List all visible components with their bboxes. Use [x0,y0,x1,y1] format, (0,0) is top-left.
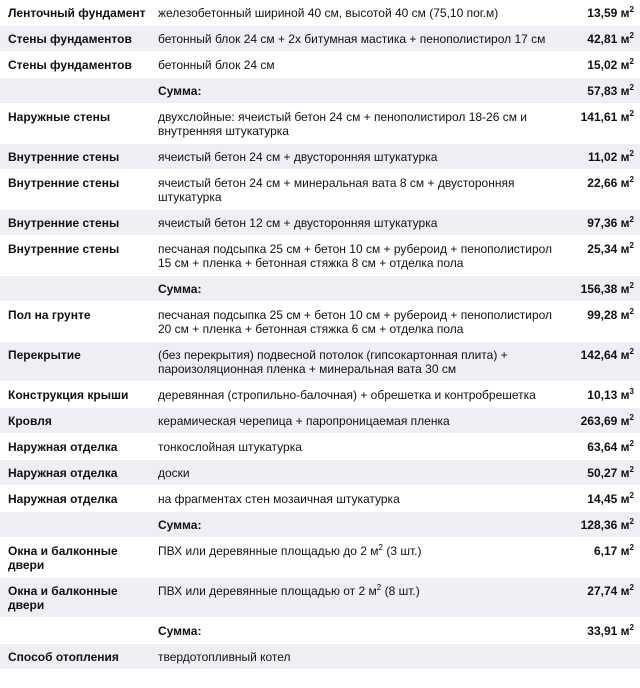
area-unit-exponent: 2 [629,83,634,92]
area-cell [566,144,640,170]
description-cell: бетонный блок 24 см + 2x битумная мастика + пенополистирол 17 см [150,26,566,52]
area-value: 33,91 [587,624,618,638]
element-name-cell: Кровля [0,408,150,434]
spec-row [0,382,640,408]
element-name-cell: Наружная отделка [0,486,150,512]
area-unit-exponent: 2 [629,439,634,448]
description-count: (3 шт.) [383,544,422,558]
element-name-cell: Перекрытие [0,342,150,382]
area-unit-exponent: 2 [629,517,634,526]
area-value: 263,69 [580,414,618,428]
area-unit: м [620,176,630,190]
area-cell [566,342,640,382]
area-value: 97,36 [587,216,618,230]
area-cell [566,210,640,236]
area-unit-exponent: 2 [629,241,634,250]
unit-exponent: 2 [378,543,383,552]
area-cell [566,236,640,276]
area-unit-exponent: 2 [629,347,634,356]
description-cell: керамическая черепица + паропроницаемая пленка [150,408,566,434]
element-name-cell: Конструкция крыши [0,382,150,408]
sum-area-cell [566,618,640,644]
area-cell [566,26,640,52]
description-cell: (без перекрытия) подвесной потолок (гипсокартонная плита) + пароизоляционная пленка + минеральная вата 30 см [150,342,566,382]
area-unit-exponent: 2 [629,31,634,40]
sum-area-cell [566,78,640,104]
area-unit-exponent: 3 [629,387,634,396]
unit-exponent: 2 [376,583,382,592]
area-unit-exponent: 2 [629,413,634,422]
area-unit: м [620,282,630,296]
area-unit-exponent: 2 [629,281,634,290]
area-cell [566,408,640,434]
element-name-cell: Наружная отделка [0,434,150,460]
area-unit: м [620,216,630,230]
area-unit: м [620,584,630,598]
area-cell [566,302,640,342]
element-name-cell [0,276,150,302]
spec-row [0,644,640,670]
element-name-cell: Пол на грунте [0,302,150,342]
element-name-cell: Стены фундаментов [0,52,150,78]
sum-label: Сумма: [150,618,566,644]
element-name-cell: Наружные стены [0,104,150,144]
sum-label: Сумма: [150,512,566,538]
area-unit: м [620,58,630,72]
description-count: (8 шт.) [381,584,420,598]
area-unit-exponent: 2 [629,109,634,118]
area-unit: м [620,242,630,256]
area-cell [566,170,640,210]
area-unit-exponent: 2 [629,307,634,316]
description-cell: доски [150,460,566,486]
area-unit: м [620,348,630,362]
area-unit: м [620,440,630,454]
description-cell: ячеистый бетон 24 см + двусторонняя штукатурка [150,144,566,170]
element-name-cell: Окна и балконные двери [0,538,150,578]
area-unit: м [620,388,630,402]
area-value: 42,81 [587,32,618,46]
area-unit: м [620,466,630,480]
description-cell [150,578,566,618]
area-value: 141,61 [580,110,618,124]
area-unit-exponent: 2 [629,465,634,474]
area-unit-exponent: 2 [629,215,634,224]
area-unit: м [620,308,630,322]
spec-row [0,210,640,236]
spec-row [0,434,640,460]
area-unit: м [620,492,630,506]
area-unit: м [620,6,630,20]
element-name-cell [0,78,150,104]
area-unit-exponent: 2 [629,149,634,158]
area-cell [566,578,640,618]
description-cell: на фрагментах стен мозаичная штукатурка [150,486,566,512]
element-name-cell [0,618,150,644]
description-cell: железобетонный шириной 40 см, высотой 40 см (75,10 пог.м) [150,0,566,26]
description-cell: двухслойные: ячеистый бетон 24 см + пенополистирол 18-26 см и внутренняя штукатурка [150,104,566,144]
area-unit-exponent: 2 [629,175,634,184]
spec-row [0,486,640,512]
area-unit: м [620,84,630,98]
area-unit-exponent: 2 [629,583,634,592]
description-cell: ячеистый бетон 24 см + минеральная вата 8 см + двусторонняя штукатурка [150,170,566,210]
description-cell: тонкослойная штукатурка [150,434,566,460]
area-unit-exponent: 2 [629,623,634,632]
spec-row [0,26,640,52]
area-value: 63,64 [587,440,618,454]
area-value: 27,74 [587,584,618,598]
element-name-cell: Окна и балконные двери [0,578,150,618]
spec-row [0,104,640,144]
spec-row [0,342,640,382]
area-value: 22,66 [587,176,618,190]
area-unit: м [620,32,630,46]
element-name-cell: Внутренние стены [0,144,150,170]
description-text: ПВХ или деревянные площадью до 2 м [158,544,379,558]
description-cell: деревянная (стропильно-балочная) + обрешетка и контробрешетка [150,382,566,408]
area-value: 142,64 [580,348,618,362]
element-name-cell: Ленточный фундамент [0,0,150,26]
sum-row [0,78,640,104]
sum-area-cell [566,512,640,538]
area-unit-exponent: 2 [629,491,634,500]
area-cell [566,644,640,670]
spec-row [0,460,640,486]
area-cell [566,104,640,144]
element-name-cell: Внутренние стены [0,236,150,276]
area-value: 50,27 [587,466,618,480]
spec-row [0,52,640,78]
description-text: ПВХ или деревянные площадью от 2 м [158,584,377,598]
description-cell: бетонный блок 24 см [150,52,566,78]
area-value: 11,02 [587,150,618,164]
area-cell [566,538,640,578]
area-unit-exponent: 2 [629,57,634,66]
spec-row [0,0,640,26]
sum-row [0,276,640,302]
area-unit: м [620,518,630,532]
spec-row [0,170,640,210]
spec-row [0,236,640,276]
element-name-cell: Стены фундаментов [0,26,150,52]
element-name-cell: Способ отопления [0,644,150,670]
spec-row [0,538,640,578]
description-cell [150,538,566,578]
area-unit: м [620,110,630,124]
area-unit-exponent: 2 [629,5,634,14]
area-value: 6,17 [593,544,618,558]
area-cell [566,382,640,408]
area-unit-exponent: 2 [629,543,634,552]
element-name-cell: Наружная отделка [0,460,150,486]
area-cell [566,0,640,26]
spec-row [0,408,640,434]
description-cell: ячеистый бетон 12 см + двусторонняя штукатурка [150,210,566,236]
sum-label: Сумма: [150,78,566,104]
element-name-cell: Внутренние стены [0,170,150,210]
element-name-cell [0,512,150,538]
area-value: 14,45 [587,492,618,506]
description-cell: твердотопливный котел [150,644,566,670]
description-cell: песчаная подсыпка 25 см + бетон 10 см + рубероид + пенополистирол 15 см + пленка + бетонная стяжка 8 см + отделка пола [150,236,566,276]
spec-row [0,302,640,342]
sum-row [0,512,640,538]
area-value: 25,34 [587,242,618,256]
area-value: 10,13 [587,388,618,402]
area-cell [566,460,640,486]
area-cell [566,486,640,512]
area-value: 15,02 [587,58,618,72]
area-unit: м [620,414,630,428]
area-unit: м [620,150,630,164]
area-value: 156,38 [580,282,618,296]
area-value: 99,28 [587,308,618,322]
area-value: 57,83 [587,84,618,98]
area-value: 128,36 [580,518,618,532]
description-cell: песчаная подсыпка 25 см + бетон 10 см + рубероид + пенополистирол 20 см + пленка + бетонная стяжка 6 см + отделка пола [150,302,566,342]
area-cell [566,434,640,460]
element-name-cell: Внутренние стены [0,210,150,236]
spec-row [0,578,640,618]
area-value: 13,59 [587,6,618,20]
sum-row [0,618,640,644]
area-cell [566,52,640,78]
sum-label: Сумма: [150,276,566,302]
area-unit: м [620,624,630,638]
sum-area-cell [566,276,640,302]
area-unit: м [620,544,630,558]
spec-row [0,144,640,170]
